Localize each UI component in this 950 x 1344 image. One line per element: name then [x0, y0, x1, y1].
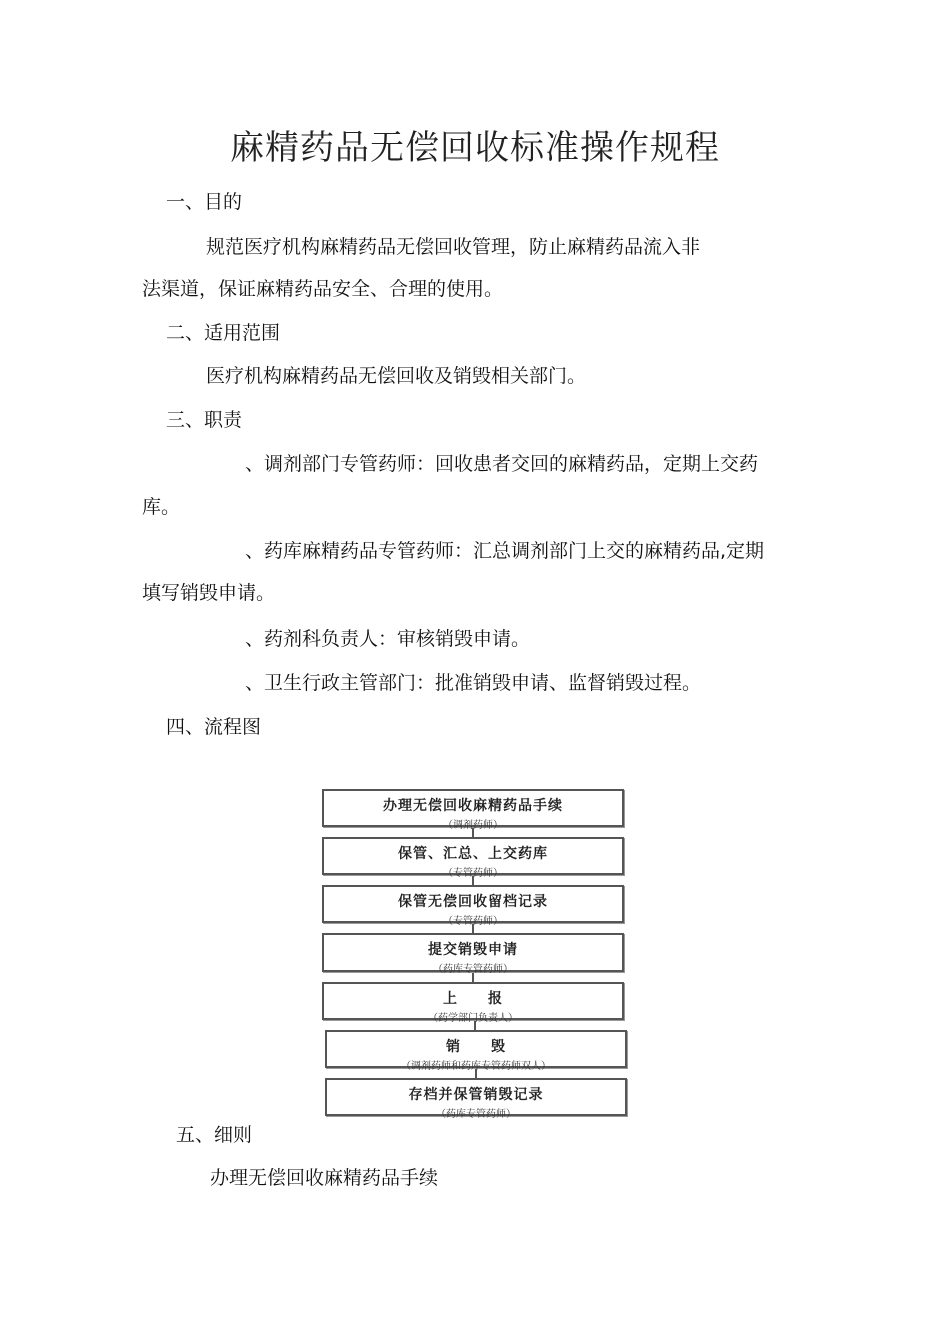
flow-step-3	[322, 885, 624, 927]
flow-step-4-label: 提交销毁申请	[428, 942, 518, 958]
purpose-text-line2: 法渠道，保证麻精药品安全、合理的使用。	[142, 278, 504, 300]
flow-step-5-role: （药学部门负责人）	[428, 1013, 518, 1024]
flow-step-7-role: （药库专管药师）	[436, 1109, 516, 1120]
page-title: 麻精药品无偿回收标准操作规程	[230, 128, 720, 168]
flow-step-6-label: 销 毁	[446, 1039, 506, 1055]
duty-item-1-line1: 、调剂部门专管药师：回收患者交回的麻精药品，定期上交药	[245, 453, 759, 475]
flow-step-6	[325, 1030, 627, 1072]
flow-step-6-role: （调剂药师和药库专管药师双人）	[401, 1061, 551, 1072]
scope-text: 医疗机构麻精药品无偿回收及销毁相关部门。	[206, 365, 587, 387]
section-heading-details: 五、细则	[176, 1124, 253, 1146]
flow-step-3-role: （专管药师）	[443, 916, 503, 927]
section-heading-scope: 二、适用范围	[166, 322, 281, 344]
flow-step-1-role: （调剂药师）	[443, 820, 503, 831]
duty-item-4: 、卫生行政主管部门：批准销毁申请、监督销毁过程。	[245, 672, 702, 694]
details-text: 办理无偿回收麻精药品手续	[210, 1167, 439, 1189]
flow-step-4	[322, 933, 624, 975]
flow-step-2-role: （专管药师）	[443, 868, 503, 879]
section-heading-purpose: 一、目的	[166, 191, 243, 213]
duty-item-2-line1: 、药库麻精药品专管药师：汇总调剂部门上交的麻精药品,定期	[245, 540, 765, 562]
flow-step-5	[322, 982, 624, 1024]
flow-step-2	[322, 837, 624, 879]
flow-step-1-label: 办理无偿回收麻精药品手续	[383, 798, 563, 814]
flow-step-7-label: 存档并保管销毁记录	[408, 1087, 544, 1103]
section-heading-flowchart: 四、流程图	[166, 716, 262, 738]
flow-step-1	[322, 789, 624, 831]
flow-step-3-label: 保管无偿回收留档记录	[398, 894, 548, 910]
flow-step-7	[325, 1078, 627, 1120]
flow-step-5-label: 上 报	[443, 991, 503, 1007]
flow-step-2-label: 保管、汇总、上交药库	[398, 846, 548, 862]
duty-item-1-line2: 库。	[142, 496, 181, 518]
section-heading-duties: 三、职责	[166, 409, 243, 431]
duty-item-2-line2: 填写销毁申请。	[142, 582, 276, 604]
duty-item-3: 、药剂科负责人：审核销毁申请。	[245, 628, 531, 650]
flow-step-4-role: （药库专管药师）	[433, 964, 513, 975]
purpose-text-line1: 规范医疗机构麻精药品无偿回收管理，防止麻精药品流入非	[206, 236, 701, 258]
